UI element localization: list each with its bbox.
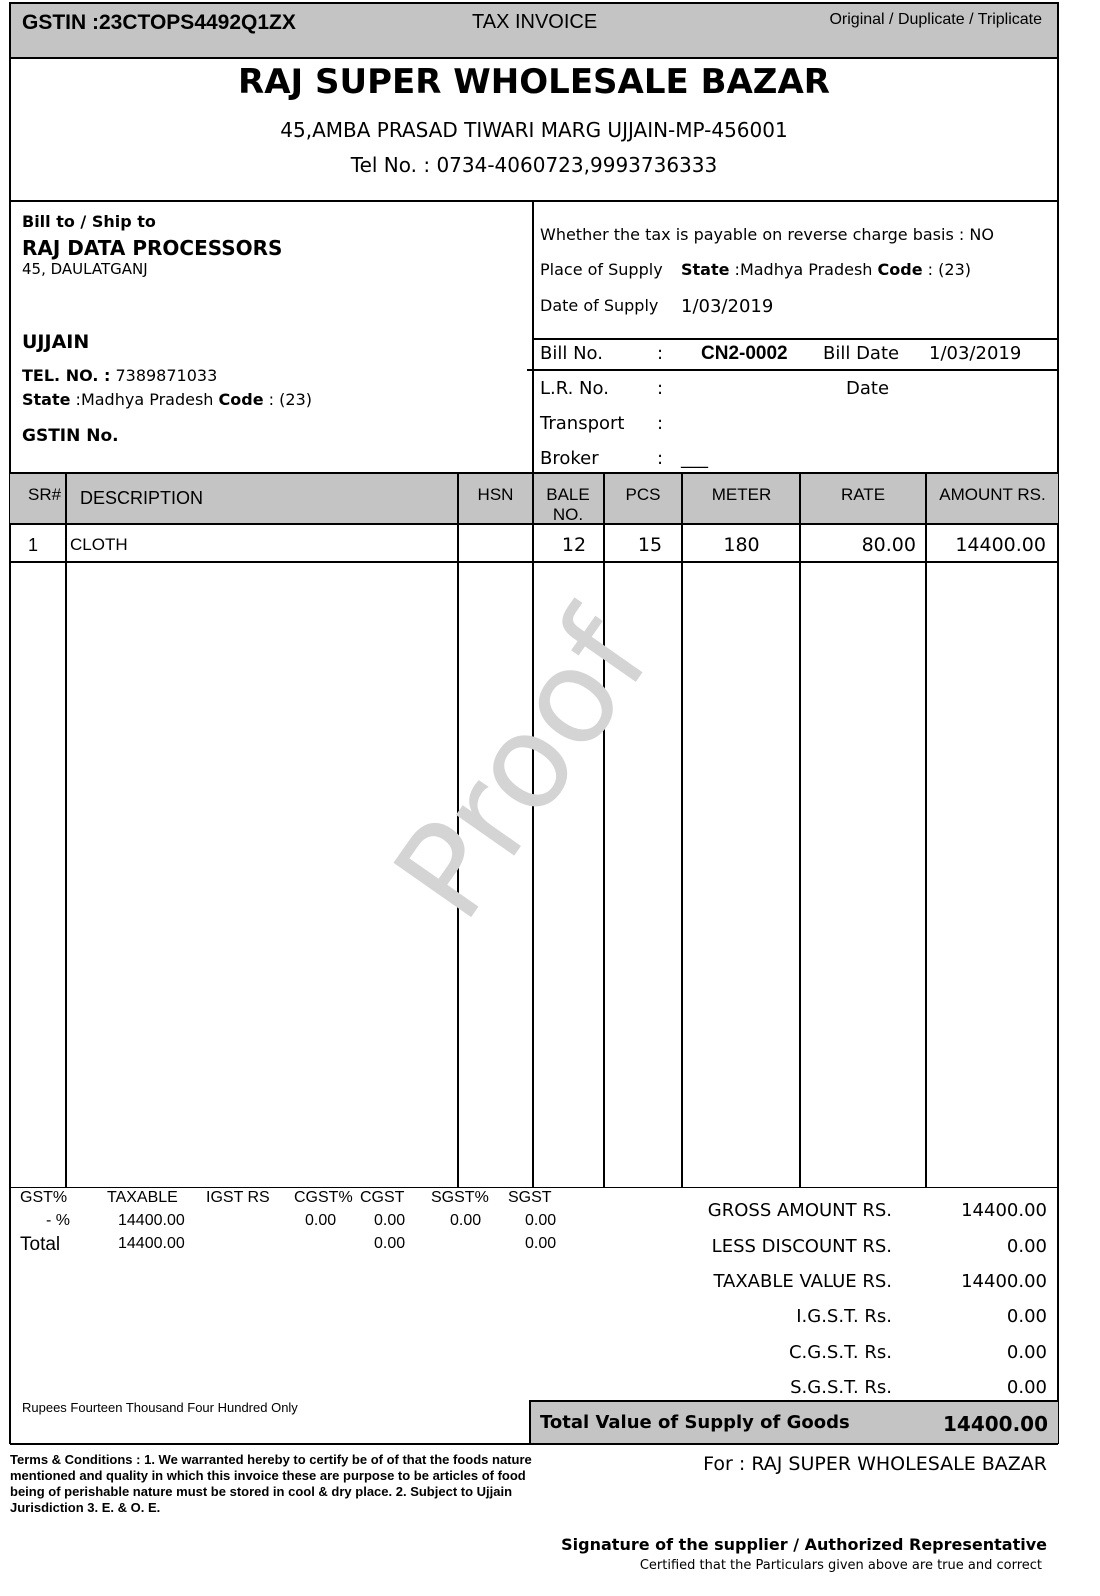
lr-date-label: Date — [846, 378, 890, 399]
col-header-rate: RATE — [840, 485, 886, 504]
tax-row-cgst: 0.00 — [374, 1212, 406, 1229]
cell-description: CLOTH — [70, 535, 128, 554]
cell-meter: 180 — [723, 534, 760, 556]
tax-row-cgst-pct: 0.00 — [305, 1212, 337, 1229]
sgst-value: 0.00 — [1006, 1377, 1047, 1398]
bill-date-value: 1/03/2019 — [929, 343, 1022, 364]
cell-sr: 1 — [28, 535, 39, 555]
cell-bale: 12 — [561, 534, 587, 556]
terms-line-2: mentioned and quality in which this invoice these are purpose to be articles of food — [10, 1468, 526, 1483]
taxable-value-value: 14400.00 — [961, 1271, 1047, 1292]
header-gstin: GSTIN :23CTOPS4492Q1ZX — [22, 11, 296, 34]
cell-amount: 14400.00 — [955, 534, 1046, 556]
header-copy-type: Original / Duplicate / Triplicate — [829, 11, 1042, 28]
for-company: For : RAJ SUPER WHOLESALE BAZAR — [703, 1453, 1047, 1475]
tax-header-taxable: TAXABLE — [107, 1189, 178, 1206]
reverse-charge: Whether the tax is payable on reverse charge basis : NO — [540, 225, 994, 244]
customer-tel-value: 7389871033 — [110, 366, 218, 385]
customer-state: State :Madhya Pradesh Code : (23) — [22, 390, 312, 409]
transport-label: Transport — [540, 413, 625, 434]
customer-address: 45, DAULATGANJ — [22, 260, 148, 278]
igst-label: I.G.S.T. Rs. — [796, 1306, 892, 1327]
bill-date-label: Bill Date — [823, 343, 900, 364]
company-name: RAJ SUPER WHOLESALE BAZAR — [238, 62, 830, 102]
col-header-meter: METER — [711, 485, 772, 504]
bill-no-value: CN2-0002 — [701, 343, 788, 364]
proof-watermark: Proof — [364, 586, 680, 946]
cgst-value: 0.00 — [1006, 1342, 1047, 1363]
place-of-supply-value: State :Madhya Pradesh Code : (23) — [681, 260, 971, 279]
broker-value: ___ — [681, 448, 708, 469]
tax-row-gst: - % — [46, 1212, 70, 1229]
date-of-supply-value: 1/03/2019 — [681, 296, 774, 317]
lr-no-label: L.R. No. — [540, 378, 609, 399]
grand-total-value: 14400.00 — [942, 1412, 1048, 1436]
col-header-hsn: HSN — [477, 485, 514, 504]
signature-line: Signature of the supplier / Authorized Representative — [561, 1535, 1047, 1554]
col-header-description: DESCRIPTION — [80, 488, 204, 508]
gross-amount-value: 14400.00 — [961, 1200, 1047, 1221]
broker-label: Broker — [540, 448, 599, 469]
customer-gstin-label: GSTIN No. — [22, 426, 119, 446]
col-header-sr: SR# — [28, 485, 62, 504]
terms-line-3: being of perishable nature must be stored in cool & dry place. 2. Subject to Ujjain — [10, 1484, 513, 1499]
certified-text: Certified that the Particulars given above are true and correct — [639, 1558, 1042, 1573]
col-header-bale: BALE NO. — [546, 485, 590, 523]
company-phone: Tel No. : 0734-4060723,9993736333 — [350, 153, 718, 177]
tax-total-taxable: 14400.00 — [118, 1235, 185, 1252]
tax-header-gst: GST% — [20, 1189, 68, 1206]
tax-row-sgst: 0.00 — [525, 1212, 557, 1229]
terms-line-1: Terms & Conditions : 1. We warranted hereby to certify be of of that the foods nature — [10, 1452, 532, 1467]
bill-no-label: Bill No. — [540, 343, 603, 364]
tax-header-sgst-pct: SGST% — [431, 1189, 489, 1206]
company-address: 45,AMBA PRASAD TIWARI MARG UJJAIN-MP-456001 — [280, 118, 788, 142]
grand-total-label: Total Value of Supply of Goods — [540, 1412, 850, 1433]
place-of-supply-label: Place of Supply — [540, 260, 663, 279]
col-header-pcs: PCS — [625, 485, 661, 504]
sgst-label: S.G.S.T. Rs. — [790, 1377, 892, 1398]
taxable-value-label: TAXABLE VALUE RS. — [713, 1271, 892, 1292]
customer-name: RAJ DATA PROCESSORS — [22, 236, 283, 260]
tax-row-taxable: 14400.00 — [118, 1212, 185, 1229]
cgst-label: C.G.S.T. Rs. — [788, 1342, 892, 1363]
cell-rate: 80.00 — [861, 534, 916, 556]
tax-header-igst: IGST RS — [206, 1189, 270, 1206]
igst-value: 0.00 — [1006, 1306, 1047, 1327]
tax-header-cgst-pct: CGST% — [294, 1189, 353, 1206]
tax-total-cgst: 0.00 — [374, 1235, 406, 1252]
tax-header-sgst: SGST — [508, 1189, 552, 1206]
less-discount-label: LESS DISCOUNT RS. — [711, 1236, 892, 1257]
col-header-amount: AMOUNT RS. — [939, 485, 1046, 504]
customer-tel-label: TEL. NO. : — [22, 366, 111, 385]
customer-city: UJJAIN — [22, 331, 90, 353]
tax-row-sgst-pct: 0.00 — [450, 1212, 482, 1229]
tax-total-sgst: 0.00 — [525, 1235, 557, 1252]
customer-tel — [22, 366, 217, 385]
date-of-supply-label: Date of Supply — [540, 296, 659, 315]
cell-pcs: 15 — [637, 534, 663, 556]
tax-header-cgst: CGST — [360, 1189, 405, 1206]
amount-in-words: Rupees Fourteen Thousand Four Hundred Only — [22, 1400, 298, 1415]
less-discount-value: 0.00 — [1006, 1236, 1047, 1257]
terms-line-4: Jurisdiction 3. E. & O. E. — [10, 1500, 161, 1515]
gross-amount-label: GROSS AMOUNT RS. — [707, 1200, 892, 1221]
bill-to-heading: Bill to / Ship to — [22, 212, 156, 231]
header-doc-type: TAX INVOICE — [472, 11, 598, 33]
tax-total-label: Total — [20, 1234, 61, 1255]
